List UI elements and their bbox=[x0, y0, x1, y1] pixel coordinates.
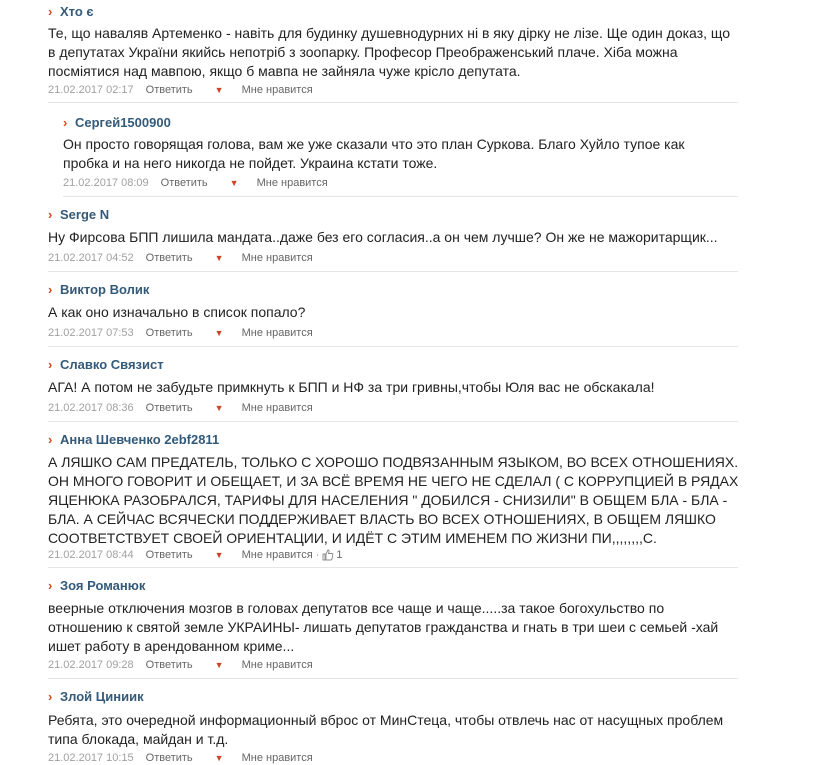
comment-date: 21.02.2017 10:15 bbox=[48, 752, 134, 764]
expand-arrow-icon[interactable]: ▼ bbox=[214, 550, 224, 560]
comment-text-line: ОН МНОГО ГОВОРИТ И ОБЕЩАЕТ, И ЗА ВСЁ ВРЕМЯ НЕ ЧЕГО НЕ СДЕЛАЛ ( С КОРРУПЦИЕЙ В РЯДАХ bbox=[48, 473, 739, 489]
expand-arrow-icon[interactable]: ▼ bbox=[229, 178, 239, 188]
comment-author-row bbox=[48, 2, 94, 20]
likes-count: 1 bbox=[336, 549, 343, 561]
comment-author[interactable]: Злой Циниик bbox=[60, 688, 144, 704]
expand-arrow-icon[interactable]: ▼ bbox=[214, 253, 224, 263]
like-button[interactable]: Мне нравится bbox=[241, 252, 313, 264]
comment-divider bbox=[48, 421, 738, 422]
chevron-right-icon: › bbox=[63, 114, 68, 130]
comment-text-line: СООТВЕТСТВУЕТ СВОЕЙ ОРИЕНТАЦИИ, И ИДЁТ С ЭТИМ ИМЕНЕМ ПО ЖИЗНИ ПИ,,,,,,,,С. bbox=[48, 530, 657, 546]
comment-text-line: веерные отключения мозгов в головах депутатов все чаще и чаще.....за такое богохульство по bbox=[48, 600, 665, 616]
comment-divider bbox=[48, 567, 738, 568]
reply-button[interactable]: Ответить bbox=[145, 659, 193, 671]
reply-button[interactable]: Ответить bbox=[145, 752, 193, 764]
chevron-right-icon: › bbox=[48, 431, 53, 447]
comment-date: 21.02.2017 09:28 bbox=[48, 659, 134, 671]
chevron-right-icon: › bbox=[48, 281, 53, 297]
like-button[interactable]: Мне нравится bbox=[241, 549, 313, 561]
comment-author[interactable]: Serge N bbox=[60, 206, 110, 222]
like-button[interactable]: Мне нравится bbox=[241, 84, 313, 96]
comment-text-line: в депутатах України якийсь непотріб з зоопарку. Професор Преображенський плаче. Хіба можна bbox=[48, 44, 678, 60]
comment-date: 21.02.2017 08:36 bbox=[48, 402, 134, 414]
chevron-right-icon: › bbox=[48, 356, 53, 372]
comment-text bbox=[48, 599, 758, 656]
comment-divider bbox=[48, 678, 738, 679]
comment-author-row bbox=[48, 355, 164, 373]
reply-button[interactable]: Ответить bbox=[145, 252, 193, 264]
comment-author[interactable]: Сергей1500900 bbox=[75, 114, 171, 130]
expand-arrow-icon[interactable]: ▼ bbox=[214, 328, 224, 338]
reply-button[interactable]: Ответить bbox=[145, 84, 193, 96]
comment-text-line: А ЛЯШКО САМ ПРЕДАТЕЛЬ, ТОЛЬКО С ХОРОШО ПОДВЯЗАННЫМ ЯЗЫКОМ, ВО ВСЕХ ОТНОШЕНИЯХ. bbox=[48, 454, 739, 470]
comment-author-row bbox=[48, 687, 144, 705]
comment-author[interactable]: Анна Шевченко 2ebf2811 bbox=[60, 431, 220, 447]
comment-divider bbox=[48, 102, 738, 103]
reply-button[interactable]: Ответить bbox=[145, 327, 193, 339]
comment-text-line: А как оно изначально в список попало? bbox=[48, 304, 306, 320]
comment-text bbox=[48, 378, 748, 397]
comment-meta bbox=[48, 751, 313, 765]
comment-text-line: Ну Фирсова БПП лишила мандата..даже без его согласия..а он чем лучше? Он же не мажоритарщик... bbox=[48, 229, 718, 245]
expand-arrow-icon[interactable]: ▼ bbox=[214, 753, 224, 763]
comment-date: 21.02.2017 08:44 bbox=[48, 549, 134, 561]
like-button[interactable]: Мне нравится bbox=[241, 327, 313, 339]
comment-text-line: БЛА. А СЕЙЧАС ВСЯЧЕСКИ ПОДДЕРЖИВАЕТ ВЛАСТЬ ВО ВСЕХ ОТНОШЕНИЯХ, В ОБЩЕМ ЛЯШКО bbox=[48, 511, 716, 527]
comment-date: 21.02.2017 02:17 bbox=[48, 84, 134, 96]
comment-meta bbox=[63, 176, 328, 190]
comment-text-line: ЯЦЕНЮКА РАЗОБРАЛСЯ, ТАРИФЫ ДЛЯ НАСЕЛЕНИЯ " ДОБИЛСЯ - СНИЗИЛИ" В ОБЩЕМ БЛА - БЛА - bbox=[48, 492, 728, 508]
reply-button[interactable]: Ответить bbox=[160, 177, 208, 189]
comment-text bbox=[48, 24, 748, 81]
comment-author-row bbox=[63, 113, 171, 131]
like-button[interactable]: Мне нравится bbox=[241, 402, 313, 414]
comment-meta bbox=[48, 326, 313, 340]
reply-button[interactable]: Ответить bbox=[145, 402, 193, 414]
comment-text bbox=[48, 228, 748, 247]
comment-text-line: типа блокада, майдан и т.д. bbox=[48, 731, 229, 747]
comment-meta bbox=[48, 548, 342, 562]
expand-arrow-icon[interactable]: ▼ bbox=[214, 403, 224, 413]
comment-author[interactable]: Виктор Волик bbox=[60, 281, 150, 297]
comment-date: 21.02.2017 04:52 bbox=[48, 252, 134, 264]
comment-text-line: пробка и на него никогда не пойдет. Украина кстати тоже. bbox=[63, 155, 438, 171]
separator: · bbox=[315, 549, 320, 561]
comment-author-row bbox=[48, 205, 109, 223]
like-button[interactable]: Мне нравится bbox=[256, 177, 328, 189]
chevron-right-icon: › bbox=[48, 3, 53, 19]
comment-author[interactable]: Славко Связист bbox=[60, 356, 164, 372]
chevron-right-icon: › bbox=[48, 688, 53, 704]
comment-divider bbox=[48, 271, 738, 272]
comment-meta bbox=[48, 83, 313, 97]
like-button[interactable]: Мне нравится bbox=[241, 659, 313, 671]
chevron-right-icon: › bbox=[48, 577, 53, 593]
comment-text bbox=[48, 453, 758, 548]
comment-author-row bbox=[48, 576, 145, 594]
comment-author[interactable]: Зоя Романюк bbox=[60, 577, 146, 593]
expand-arrow-icon[interactable]: ▼ bbox=[214, 85, 224, 95]
comment-author[interactable]: Хто є bbox=[60, 3, 94, 19]
reply-button[interactable]: Ответить bbox=[145, 549, 193, 561]
comment-text bbox=[48, 711, 758, 749]
comment-date: 21.02.2017 08:09 bbox=[63, 177, 149, 189]
comment-text-line: Ребята, это очередной информационный вброс от МинСтеца, чтобы отвлечь нас от насущных проблем bbox=[48, 712, 724, 728]
comment-text-line: отношению к святой земле УКРАИНЫ- лишать депутатов гражданства и гнать в три шеи с семьей -хай bbox=[48, 619, 719, 635]
comment-meta bbox=[48, 658, 313, 672]
comment-divider bbox=[48, 346, 738, 347]
chevron-right-icon: › bbox=[48, 206, 53, 222]
comment-text bbox=[63, 135, 743, 173]
comment-text-line: Он просто говорящая голова, вам же уже сказали что это план Суркова. Благо Хуйло тупое как bbox=[63, 136, 685, 152]
comment-text bbox=[48, 303, 748, 322]
comment-meta bbox=[48, 251, 313, 265]
comment-meta bbox=[48, 401, 313, 415]
comment-date: 21.02.2017 07:53 bbox=[48, 327, 134, 339]
expand-arrow-icon[interactable]: ▼ bbox=[214, 660, 224, 670]
comment-text-line: АГА! А потом не забудьте примкнуть к БПП и НФ за три гривны,чтобы Юля вас не обскакала! bbox=[48, 379, 655, 395]
comment-author-row bbox=[48, 280, 149, 298]
comment-text-line: ишет работу в арендованном криме... bbox=[48, 638, 295, 654]
comment-divider bbox=[63, 196, 738, 197]
comment-text-line: посміятися над мавпою, якщо б мавпа не зайняла чуже крісло депутата. bbox=[48, 63, 521, 79]
comment-author-row bbox=[48, 430, 219, 448]
like-button[interactable]: Мне нравится bbox=[241, 752, 313, 764]
thumbs-up-icon bbox=[322, 549, 334, 561]
comment-text-line: Те, що наваляв Артеменко - навіть для будинку душевнодурних ні в яку дірку не лізе. Ще один доказ, що bbox=[48, 25, 731, 41]
